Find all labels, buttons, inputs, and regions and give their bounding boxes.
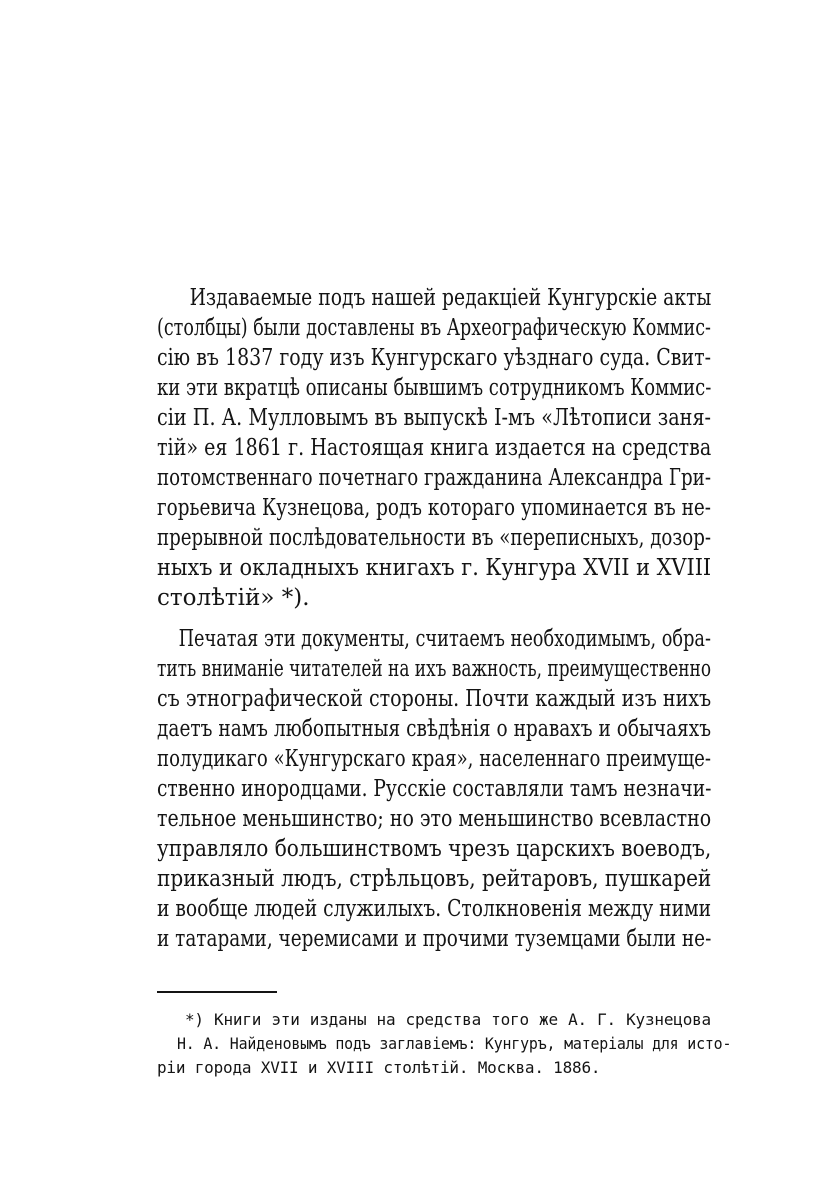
text-line: полудикаго «Кунгурскаго края», населеннаго преимуще- xyxy=(157,746,711,772)
text-line: даетъ намъ любопытныя свѣдѣнія о нравахъ и обычаяхъ xyxy=(157,716,711,742)
text-line: сію въ 1837 году изъ Кунгурскаго уѣзднаго суда. Свит- xyxy=(157,345,711,371)
text-line: (столбцы) были доставлены въ Археографическую Коммис- xyxy=(157,315,711,341)
footnote-line: *) Книги эти изданы на средства того же А. Г. Кузнецова xyxy=(185,1010,711,1029)
text-line: тельное меньшинство; но это меньшинство всевластно xyxy=(157,806,712,832)
text-line: Печатая эти документы, считаемъ необходимымъ, обра- xyxy=(178,626,711,652)
text-line: ки эти вкратцѣ описаны бывшимъ сотрудникомъ Коммис- xyxy=(157,375,712,401)
footnote-rule xyxy=(157,991,277,993)
text-line: Издаваемые подъ нашей редакціей Кунгурскіе акты xyxy=(189,285,712,311)
text-line: тій» ея 1861 г. Настоящая книга издается на средства xyxy=(157,435,712,461)
text-line: ныхъ и окладныхъ книгахъ г. Кунгура XVII и XVIII xyxy=(157,555,712,581)
text-line: ственно инородцами. Русскіе составляли тамъ незначи- xyxy=(157,776,712,802)
text-line: и татарами, черемисами и прочими туземцами были не- xyxy=(157,926,712,952)
footnote-line: Н. А. Найденовымъ подъ заглавіемъ: Кунгуръ, матеріалы для исто- xyxy=(176,1034,732,1053)
text-line: приказный людъ, стрѣльцовъ, рейтаровъ, пушкарей xyxy=(157,866,712,892)
text-line: тить вниманіе читателей на ихъ важность, преимущественно xyxy=(157,656,712,682)
text-line: управляло большинствомъ чрезъ царскихъ воеводъ, xyxy=(157,836,712,862)
text-line: прерывной послѣдовательности въ «переписныхъ, дозор- xyxy=(157,525,712,551)
footnote-line-last: ріи города XVII и XVIII столѣтій. Москва. 1886. xyxy=(157,1058,601,1077)
text-line: потомственнаго почетнаго гражданина Александра Гри- xyxy=(157,465,712,491)
text-line: горьевича Кузнецова, родъ котораго упоминается въ не- xyxy=(157,495,711,521)
text-line: съ этнографической стороны. Почти каждый изъ нихъ xyxy=(157,686,712,712)
text-line: и вообще людей служилыхъ. Столкновенія между ними xyxy=(157,896,712,922)
text-line-last: столѣтій» *). xyxy=(157,585,310,611)
text-line: сіи П. А. Мулловымъ въ выпускѣ І-мъ «Лѣтописи заня- xyxy=(157,405,712,431)
